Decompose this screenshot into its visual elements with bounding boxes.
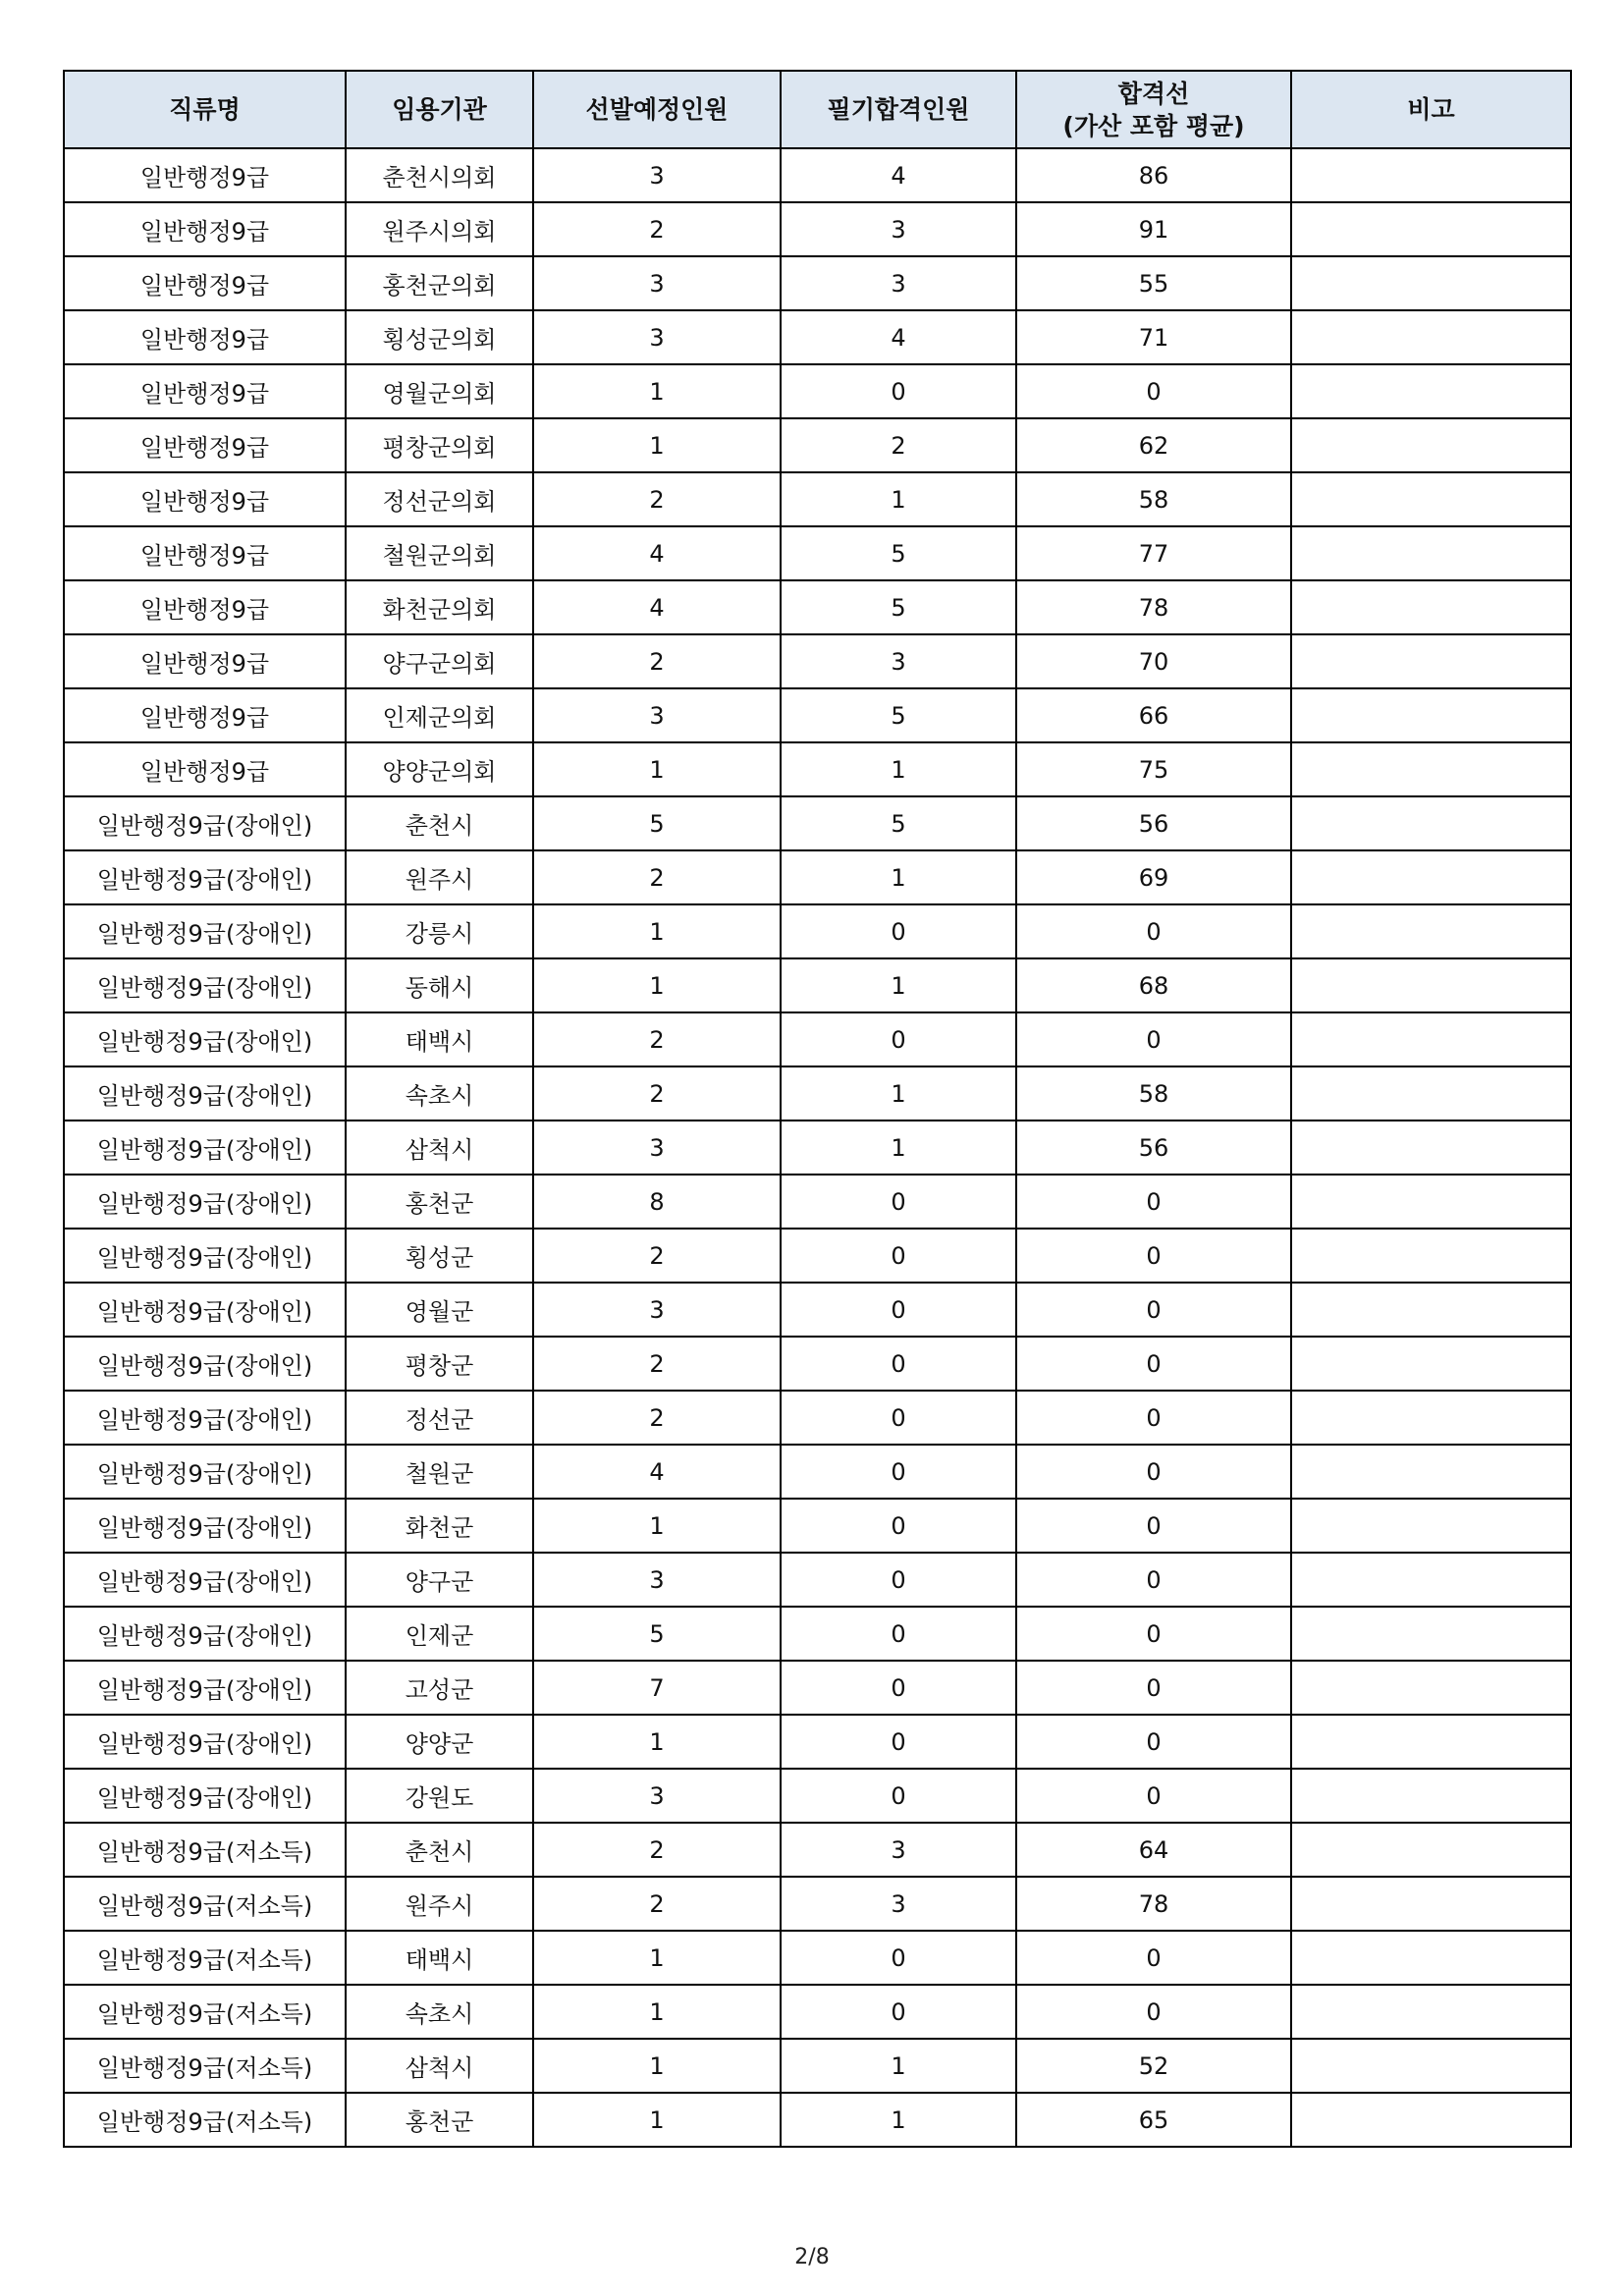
cell-job-title: 일반행정9급(저소득) xyxy=(64,2093,346,2147)
cell-job-title: 일반행정9급(장애인) xyxy=(64,1445,346,1499)
cell-planned-count: 3 xyxy=(533,1283,781,1337)
cell-passed-count: 2 xyxy=(781,418,1016,472)
page-number: 2/8 xyxy=(794,2245,830,2269)
table-row xyxy=(64,364,1571,418)
cell-remarks xyxy=(1291,1931,1571,1985)
cell-cutoff: 78 xyxy=(1016,1877,1291,1931)
cell-job-title: 일반행정9급(저소득) xyxy=(64,2039,346,2093)
cell-agency: 고성군 xyxy=(346,1661,533,1715)
cell-cutoff: 66 xyxy=(1016,688,1291,742)
cell-cutoff: 0 xyxy=(1016,1445,1291,1499)
cell-job-title: 일반행정9급(장애인) xyxy=(64,958,346,1012)
table-row xyxy=(64,148,1571,202)
cell-cutoff: 0 xyxy=(1016,1715,1291,1769)
header-cutoff-line2: (가산 포함 평균) xyxy=(1062,111,1245,140)
cell-cutoff: 0 xyxy=(1016,1175,1291,1229)
header-planned-count: 선발예정인원 xyxy=(533,71,781,148)
table-row xyxy=(64,1607,1571,1661)
cell-cutoff: 77 xyxy=(1016,526,1291,580)
cell-agency: 춘천시의회 xyxy=(346,148,533,202)
cell-cutoff: 69 xyxy=(1016,850,1291,904)
cell-planned-count: 1 xyxy=(533,364,781,418)
cell-cutoff: 0 xyxy=(1016,1012,1291,1066)
table-row xyxy=(64,1553,1571,1607)
cell-planned-count: 1 xyxy=(533,904,781,958)
table-row xyxy=(64,1121,1571,1175)
cell-passed-count: 1 xyxy=(781,742,1016,796)
cell-job-title: 일반행정9급 xyxy=(64,634,346,688)
cell-passed-count: 1 xyxy=(781,1121,1016,1175)
cell-cutoff: 0 xyxy=(1016,1931,1291,1985)
cell-passed-count: 0 xyxy=(781,1607,1016,1661)
cell-agency: 태백시 xyxy=(346,1931,533,1985)
results-table xyxy=(63,70,1572,2148)
cell-job-title: 일반행정9급(장애인) xyxy=(64,1607,346,1661)
cell-cutoff: 0 xyxy=(1016,1661,1291,1715)
cell-cutoff: 56 xyxy=(1016,796,1291,850)
cell-agency: 철원군의회 xyxy=(346,526,533,580)
cell-cutoff: 0 xyxy=(1016,1283,1291,1337)
cell-planned-count: 2 xyxy=(533,1012,781,1066)
cell-cutoff: 0 xyxy=(1016,1607,1291,1661)
cell-remarks xyxy=(1291,742,1571,796)
header-agency: 임용기관 xyxy=(346,71,533,148)
cell-job-title: 일반행정9급(장애인) xyxy=(64,1283,346,1337)
cell-agency: 인제군 xyxy=(346,1607,533,1661)
cell-remarks xyxy=(1291,1877,1571,1931)
cell-agency: 삼척시 xyxy=(346,1121,533,1175)
cell-agency: 평창군 xyxy=(346,1337,533,1391)
cell-agency: 홍천군 xyxy=(346,1175,533,1229)
table-row xyxy=(64,2093,1571,2147)
cell-job-title: 일반행정9급 xyxy=(64,202,346,256)
cell-passed-count: 1 xyxy=(781,2093,1016,2147)
cell-remarks xyxy=(1291,1769,1571,1823)
cell-passed-count: 0 xyxy=(781,1499,1016,1553)
cell-passed-count: 1 xyxy=(781,472,1016,526)
cell-planned-count: 1 xyxy=(533,2093,781,2147)
cell-job-title: 일반행정9급(장애인) xyxy=(64,850,346,904)
cell-planned-count: 2 xyxy=(533,202,781,256)
table-row xyxy=(64,850,1571,904)
cell-cutoff: 0 xyxy=(1016,1553,1291,1607)
cell-remarks xyxy=(1291,364,1571,418)
cell-remarks xyxy=(1291,1499,1571,1553)
cell-job-title: 일반행정9급(장애인) xyxy=(64,1012,346,1066)
table-row xyxy=(64,202,1571,256)
cell-agency: 속초시 xyxy=(346,1985,533,2039)
cell-agency: 강릉시 xyxy=(346,904,533,958)
table-row xyxy=(64,904,1571,958)
cell-remarks xyxy=(1291,1715,1571,1769)
cell-planned-count: 3 xyxy=(533,256,781,310)
cell-cutoff: 0 xyxy=(1016,904,1291,958)
table-row xyxy=(64,580,1571,634)
cell-cutoff: 68 xyxy=(1016,958,1291,1012)
table-header xyxy=(64,71,1571,148)
cell-cutoff: 0 xyxy=(1016,1985,1291,2039)
cell-planned-count: 1 xyxy=(533,2039,781,2093)
cell-cutoff: 71 xyxy=(1016,310,1291,364)
header-remarks: 비고 xyxy=(1291,71,1571,148)
table-row xyxy=(64,472,1571,526)
cell-planned-count: 2 xyxy=(533,1823,781,1877)
cell-remarks xyxy=(1291,1391,1571,1445)
cell-remarks xyxy=(1291,526,1571,580)
cell-job-title: 일반행정9급 xyxy=(64,472,346,526)
table-row xyxy=(64,1066,1571,1121)
cell-job-title: 일반행정9급(장애인) xyxy=(64,1175,346,1229)
cell-remarks xyxy=(1291,2093,1571,2147)
cell-passed-count: 1 xyxy=(781,958,1016,1012)
cell-passed-count: 4 xyxy=(781,310,1016,364)
cell-agency: 춘천시 xyxy=(346,796,533,850)
table-row xyxy=(64,526,1571,580)
cell-planned-count: 3 xyxy=(533,310,781,364)
cell-agency: 인제군의회 xyxy=(346,688,533,742)
table-row xyxy=(64,1499,1571,1553)
cell-cutoff: 0 xyxy=(1016,1229,1291,1283)
cell-agency: 춘천시 xyxy=(346,1823,533,1877)
cell-agency: 홍천군 xyxy=(346,2093,533,2147)
cell-job-title: 일반행정9급(장애인) xyxy=(64,1066,346,1121)
cell-remarks xyxy=(1291,1337,1571,1391)
cell-planned-count: 1 xyxy=(533,958,781,1012)
cell-job-title: 일반행정9급(장애인) xyxy=(64,904,346,958)
cell-job-title: 일반행정9급(장애인) xyxy=(64,1715,346,1769)
cell-remarks xyxy=(1291,1066,1571,1121)
cell-agency: 평창군의회 xyxy=(346,418,533,472)
table-row xyxy=(64,1391,1571,1445)
cell-job-title: 일반행정9급(장애인) xyxy=(64,1121,346,1175)
cell-agency: 화천군 xyxy=(346,1499,533,1553)
cell-cutoff: 0 xyxy=(1016,1769,1291,1823)
cell-planned-count: 2 xyxy=(533,1229,781,1283)
cell-planned-count: 1 xyxy=(533,1931,781,1985)
cell-planned-count: 1 xyxy=(533,1715,781,1769)
table-row xyxy=(64,2039,1571,2093)
cell-remarks xyxy=(1291,472,1571,526)
cell-cutoff: 0 xyxy=(1016,1391,1291,1445)
cell-job-title: 일반행정9급 xyxy=(64,742,346,796)
cell-remarks xyxy=(1291,418,1571,472)
cell-cutoff: 55 xyxy=(1016,256,1291,310)
table-row xyxy=(64,1012,1571,1066)
cell-job-title: 일반행정9급(장애인) xyxy=(64,1337,346,1391)
cell-agency: 태백시 xyxy=(346,1012,533,1066)
cell-job-title: 일반행정9급(저소득) xyxy=(64,1877,346,1931)
cell-passed-count: 0 xyxy=(781,1175,1016,1229)
cell-planned-count: 2 xyxy=(533,1337,781,1391)
table-row xyxy=(64,1445,1571,1499)
cell-planned-count: 3 xyxy=(533,1553,781,1607)
table-row xyxy=(64,1877,1571,1931)
cell-planned-count: 1 xyxy=(533,1499,781,1553)
cell-job-title: 일반행정9급(저소득) xyxy=(64,1985,346,2039)
cell-agency: 철원군 xyxy=(346,1445,533,1499)
cell-cutoff: 58 xyxy=(1016,472,1291,526)
cell-planned-count: 3 xyxy=(533,1121,781,1175)
table-row xyxy=(64,310,1571,364)
cell-cutoff: 91 xyxy=(1016,202,1291,256)
cell-job-title: 일반행정9급 xyxy=(64,526,346,580)
table-row xyxy=(64,688,1571,742)
cell-planned-count: 2 xyxy=(533,850,781,904)
cell-agency: 원주시 xyxy=(346,1877,533,1931)
cell-planned-count: 1 xyxy=(533,1985,781,2039)
cell-planned-count: 8 xyxy=(533,1175,781,1229)
header-row xyxy=(64,71,1571,148)
cell-remarks xyxy=(1291,1121,1571,1175)
cell-cutoff: 78 xyxy=(1016,580,1291,634)
cell-passed-count: 4 xyxy=(781,148,1016,202)
table-row xyxy=(64,1715,1571,1769)
cell-job-title: 일반행정9급 xyxy=(64,148,346,202)
table-row xyxy=(64,1229,1571,1283)
cell-job-title: 일반행정9급 xyxy=(64,256,346,310)
cell-agency: 양구군의회 xyxy=(346,634,533,688)
cell-passed-count: 0 xyxy=(781,1931,1016,1985)
cell-remarks xyxy=(1291,1985,1571,2039)
cell-remarks xyxy=(1291,1229,1571,1283)
cell-agency: 홍천군의회 xyxy=(346,256,533,310)
table-row xyxy=(64,1823,1571,1877)
cell-cutoff: 75 xyxy=(1016,742,1291,796)
cell-passed-count: 3 xyxy=(781,1823,1016,1877)
cell-cutoff: 58 xyxy=(1016,1066,1291,1121)
cell-remarks xyxy=(1291,958,1571,1012)
cell-planned-count: 3 xyxy=(533,688,781,742)
cell-passed-count: 3 xyxy=(781,202,1016,256)
cell-job-title: 일반행정9급(저소득) xyxy=(64,1823,346,1877)
cell-passed-count: 5 xyxy=(781,796,1016,850)
cell-passed-count: 3 xyxy=(781,1877,1016,1931)
table-row xyxy=(64,796,1571,850)
table-row xyxy=(64,256,1571,310)
cell-remarks xyxy=(1291,688,1571,742)
cell-passed-count: 5 xyxy=(781,688,1016,742)
cell-planned-count: 2 xyxy=(533,472,781,526)
cell-agency: 양구군 xyxy=(346,1553,533,1607)
cell-planned-count: 4 xyxy=(533,526,781,580)
cell-remarks xyxy=(1291,202,1571,256)
cell-passed-count: 0 xyxy=(781,904,1016,958)
table-row xyxy=(64,1283,1571,1337)
cell-remarks xyxy=(1291,580,1571,634)
cell-job-title: 일반행정9급 xyxy=(64,688,346,742)
cell-passed-count: 0 xyxy=(781,364,1016,418)
table-row xyxy=(64,418,1571,472)
cell-job-title: 일반행정9급 xyxy=(64,364,346,418)
table-row xyxy=(64,1985,1571,2039)
cell-agency: 양양군 xyxy=(346,1715,533,1769)
cell-passed-count: 3 xyxy=(781,634,1016,688)
cell-agency: 원주시의회 xyxy=(346,202,533,256)
cell-passed-count: 1 xyxy=(781,850,1016,904)
cell-job-title: 일반행정9급(장애인) xyxy=(64,1391,346,1445)
table-row xyxy=(64,1337,1571,1391)
cell-cutoff: 52 xyxy=(1016,2039,1291,2093)
cell-job-title: 일반행정9급(저소득) xyxy=(64,1931,346,1985)
table-row xyxy=(64,1931,1571,1985)
cell-planned-count: 5 xyxy=(533,1607,781,1661)
cell-cutoff: 65 xyxy=(1016,2093,1291,2147)
cell-planned-count: 7 xyxy=(533,1661,781,1715)
cell-agency: 양양군의회 xyxy=(346,742,533,796)
header-cutoff-line1: 합격선 xyxy=(1117,79,1190,108)
cell-planned-count: 2 xyxy=(533,1391,781,1445)
cell-planned-count: 4 xyxy=(533,1445,781,1499)
cell-remarks xyxy=(1291,1823,1571,1877)
cell-passed-count: 5 xyxy=(781,526,1016,580)
cell-passed-count: 0 xyxy=(781,1715,1016,1769)
cell-remarks xyxy=(1291,796,1571,850)
cell-job-title: 일반행정9급 xyxy=(64,580,346,634)
cell-planned-count: 3 xyxy=(533,148,781,202)
cell-passed-count: 0 xyxy=(781,1229,1016,1283)
table-row xyxy=(64,634,1571,688)
cell-remarks xyxy=(1291,634,1571,688)
cell-cutoff: 86 xyxy=(1016,148,1291,202)
cell-remarks xyxy=(1291,1445,1571,1499)
cell-passed-count: 1 xyxy=(781,2039,1016,2093)
cell-job-title: 일반행정9급 xyxy=(64,310,346,364)
cell-passed-count: 0 xyxy=(781,1553,1016,1607)
cell-remarks xyxy=(1291,148,1571,202)
cell-remarks xyxy=(1291,310,1571,364)
table-row xyxy=(64,742,1571,796)
cell-job-title: 일반행정9급(장애인) xyxy=(64,1229,346,1283)
cell-passed-count: 1 xyxy=(781,1066,1016,1121)
cell-planned-count: 4 xyxy=(533,580,781,634)
cell-passed-count: 0 xyxy=(781,1283,1016,1337)
cell-remarks xyxy=(1291,850,1571,904)
cell-agency: 원주시 xyxy=(346,850,533,904)
cell-planned-count: 2 xyxy=(533,1877,781,1931)
cell-remarks xyxy=(1291,1175,1571,1229)
cell-passed-count: 0 xyxy=(781,1661,1016,1715)
cell-agency: 화천군의회 xyxy=(346,580,533,634)
cell-remarks xyxy=(1291,1661,1571,1715)
cell-remarks xyxy=(1291,1553,1571,1607)
cell-job-title: 일반행정9급(장애인) xyxy=(64,1553,346,1607)
cell-remarks xyxy=(1291,256,1571,310)
cell-passed-count: 0 xyxy=(781,1337,1016,1391)
cell-remarks xyxy=(1291,1607,1571,1661)
cell-cutoff: 62 xyxy=(1016,418,1291,472)
cell-planned-count: 1 xyxy=(533,418,781,472)
cell-job-title: 일반행정9급(장애인) xyxy=(64,1661,346,1715)
cell-planned-count: 5 xyxy=(533,796,781,850)
cell-agency: 영월군의회 xyxy=(346,364,533,418)
cell-job-title: 일반행정9급 xyxy=(64,418,346,472)
cell-passed-count: 5 xyxy=(781,580,1016,634)
cell-agency: 영월군 xyxy=(346,1283,533,1337)
cell-remarks xyxy=(1291,904,1571,958)
cell-cutoff: 64 xyxy=(1016,1823,1291,1877)
cell-agency: 속초시 xyxy=(346,1066,533,1121)
cell-cutoff: 56 xyxy=(1016,1121,1291,1175)
table-row xyxy=(64,1769,1571,1823)
cell-agency: 정선군의회 xyxy=(346,472,533,526)
cell-passed-count: 0 xyxy=(781,1769,1016,1823)
table-row xyxy=(64,1661,1571,1715)
cell-remarks xyxy=(1291,1012,1571,1066)
cell-remarks xyxy=(1291,1283,1571,1337)
header-cutoff xyxy=(1016,71,1291,148)
cell-agency: 정선군 xyxy=(346,1391,533,1445)
cell-cutoff: 0 xyxy=(1016,1337,1291,1391)
cell-planned-count: 3 xyxy=(533,1769,781,1823)
cell-cutoff: 0 xyxy=(1016,1499,1291,1553)
cell-remarks xyxy=(1291,2039,1571,2093)
cell-agency: 횡성군 xyxy=(346,1229,533,1283)
cell-job-title: 일반행정9급(장애인) xyxy=(64,1499,346,1553)
cell-passed-count: 0 xyxy=(781,1391,1016,1445)
cell-agency: 동해시 xyxy=(346,958,533,1012)
cell-cutoff: 0 xyxy=(1016,364,1291,418)
cell-planned-count: 2 xyxy=(533,1066,781,1121)
table-row xyxy=(64,1175,1571,1229)
cell-agency: 강원도 xyxy=(346,1769,533,1823)
cell-planned-count: 2 xyxy=(533,634,781,688)
cell-job-title: 일반행정9급(장애인) xyxy=(64,1769,346,1823)
cell-cutoff: 70 xyxy=(1016,634,1291,688)
header-job-title: 직류명 xyxy=(64,71,346,148)
table-body xyxy=(64,148,1571,2147)
cell-agency: 삼척시 xyxy=(346,2039,533,2093)
cell-passed-count: 0 xyxy=(781,1445,1016,1499)
cell-passed-count: 0 xyxy=(781,1012,1016,1066)
cell-planned-count: 1 xyxy=(533,742,781,796)
cell-passed-count: 3 xyxy=(781,256,1016,310)
cell-job-title: 일반행정9급(장애인) xyxy=(64,796,346,850)
header-passed-count: 필기합격인원 xyxy=(781,71,1016,148)
table-row xyxy=(64,958,1571,1012)
cell-passed-count: 0 xyxy=(781,1985,1016,2039)
cell-agency: 횡성군의회 xyxy=(346,310,533,364)
